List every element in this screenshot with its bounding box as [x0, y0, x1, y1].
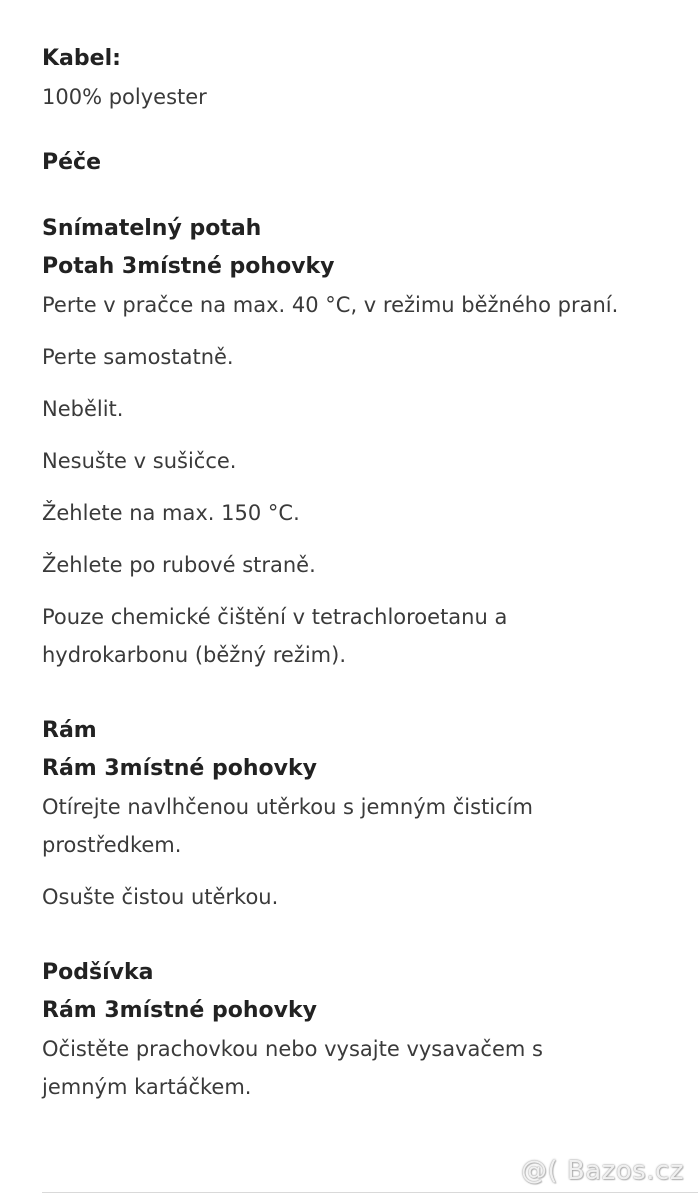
care-instruction: Perte v pračce na max. 40 °C, v režimu běžného praní.	[42, 293, 619, 317]
lining-title: Podšívka	[42, 960, 154, 985]
product-info	[42, 40, 672, 1120]
lining-subtitle: Rám 3místné pohovky	[42, 998, 317, 1023]
care-instruction: Očistěte prachovkou nebo vysajte vysavačem s jemným kartáčkem.	[42, 1037, 543, 1099]
care-instruction: Žehlete na max. 150 °C.	[42, 501, 300, 525]
kabel-value: 100% polyester	[42, 85, 207, 109]
frame-subtitle: Rám 3místné pohovky	[42, 756, 317, 781]
frame-title: Rám	[42, 718, 97, 743]
care-heading: Péče	[42, 150, 102, 175]
care-instruction: Nebělit.	[42, 397, 124, 421]
care-instruction: Osušte čistou utěrkou.	[42, 885, 279, 909]
kabel-label: Kabel:	[42, 46, 121, 71]
care-instruction: Pouze chemické čištění v tetrachloroetanu a hydrokarbonu (běžný režim).	[42, 605, 508, 667]
care-instruction: Žehlete po rubové straně.	[42, 553, 316, 577]
care-instruction: Otírejte navlhčenou utěrkou s jemným čisticím prostředkem.	[42, 795, 533, 857]
care-instruction: Nesušte v sušičce.	[42, 449, 237, 473]
care-instruction: Perte samostatně.	[42, 345, 234, 369]
watermark: @( Bazos.cz	[521, 1156, 684, 1186]
removable-cover-subtitle: Potah 3místné pohovky	[42, 254, 335, 279]
removable-cover-title: Snímatelný potah	[42, 216, 262, 241]
divider	[42, 1192, 698, 1193]
